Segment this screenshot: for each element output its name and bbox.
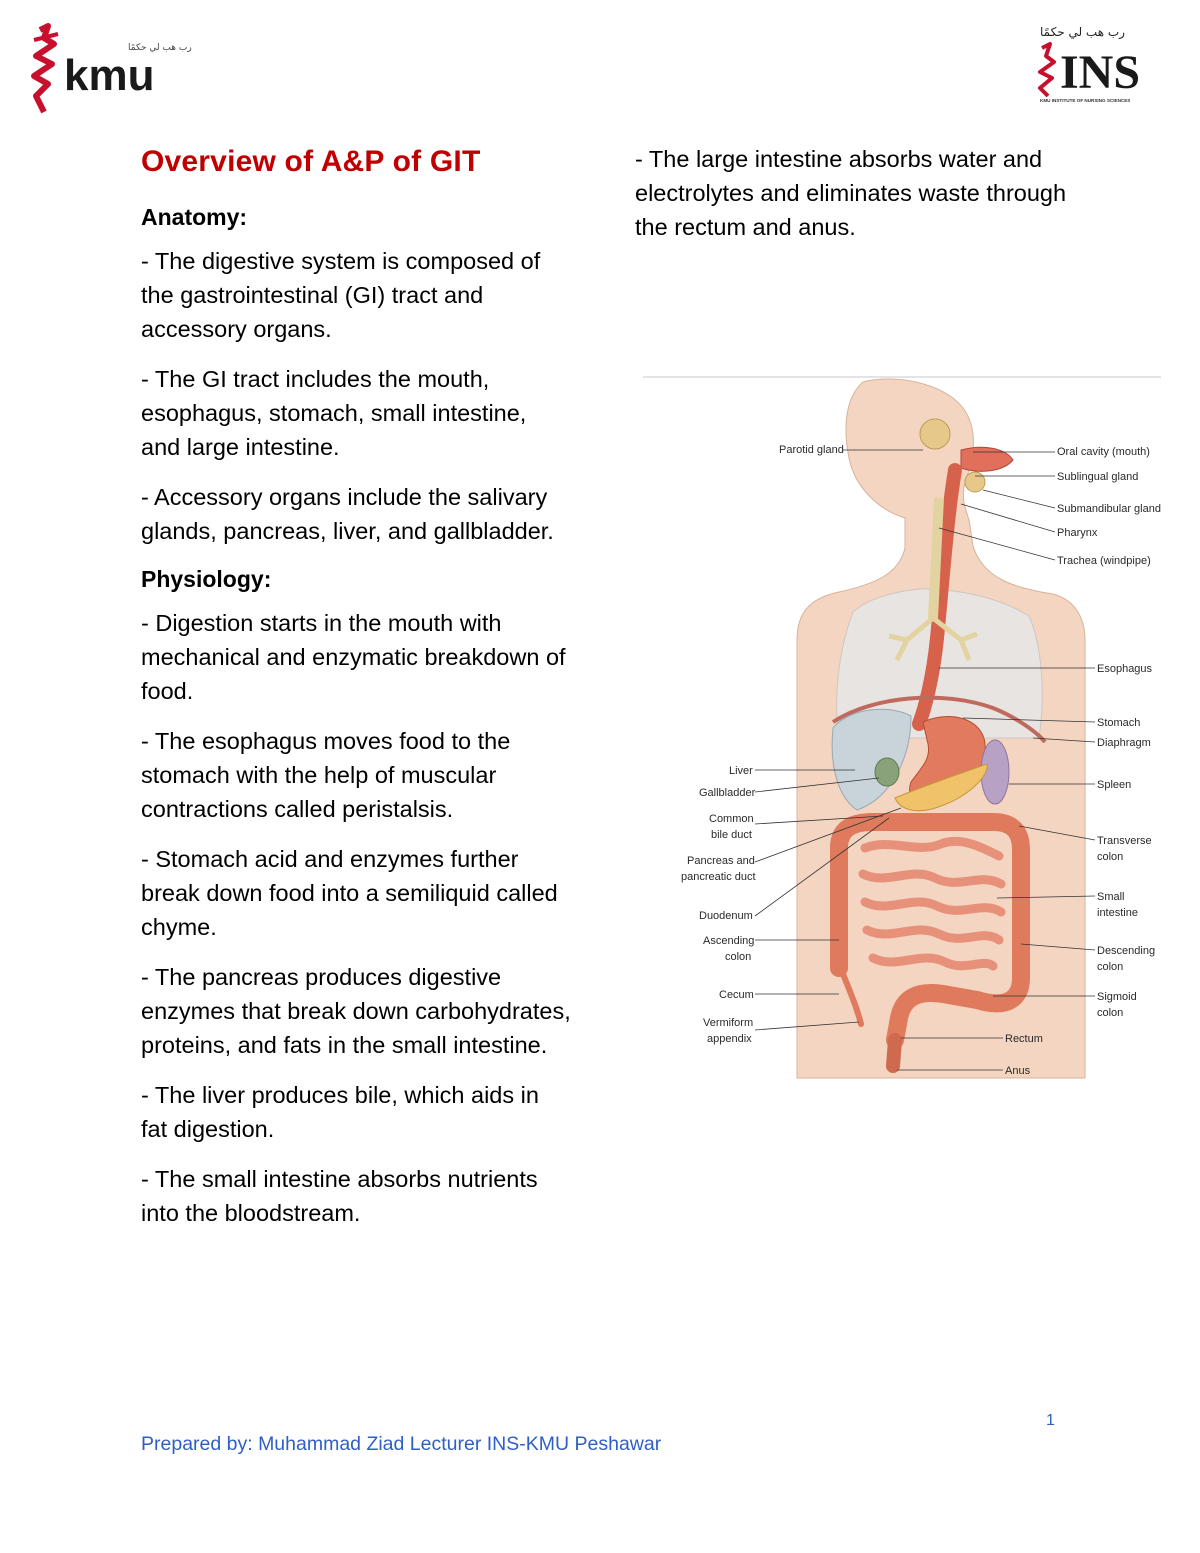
label-oral-cavity: Oral cavity (mouth) — [1057, 446, 1150, 458]
label-submandibular-gland: Submandibular gland — [1057, 503, 1161, 515]
staff-emblem-icon — [1040, 44, 1054, 96]
digestive-system-diagram — [643, 378, 1161, 1078]
label-pancreas-1: Pancreas and — [687, 855, 755, 867]
trachea — [933, 498, 939, 618]
label-descending-colon-1: Descending — [1097, 945, 1156, 957]
label-anus: Anus — [1005, 1065, 1031, 1077]
gallbladder — [875, 758, 899, 786]
label-appendix-2: appendix — [707, 1033, 752, 1045]
label-duodenum: Duodenum — [699, 910, 753, 922]
parotid-gland — [920, 419, 950, 449]
label-sublingual-gland: Sublingual gland — [1057, 471, 1139, 483]
ins-logo — [1026, 22, 1186, 110]
label-esophagus: Esophagus — [1097, 663, 1153, 675]
right-column — [635, 140, 1075, 260]
label-parotid-gland: Parotid gland — [779, 444, 844, 456]
label-pancreas-2: pancreatic duct — [681, 871, 756, 883]
kmu-logo-text: kmu — [64, 51, 155, 100]
label-sigmoid-colon-1: Sigmoid — [1097, 991, 1137, 1003]
label-transverse-colon-1: Transverse — [1097, 835, 1152, 847]
anatomy-point: - Accessory organs include the salivary glands, pancreas, liver, and gallbladder. — [141, 484, 554, 544]
label-common-bile-duct-2: bile duct — [711, 829, 752, 841]
label-descending-colon-2: colon — [1097, 961, 1124, 973]
page-number: 1 — [1046, 1412, 1055, 1429]
label-spleen: Spleen — [1097, 779, 1132, 791]
physiology-point-large-intestine: - The large intestine absorbs water and electrolytes and eliminates waste through the rectum and anus. — [635, 146, 1067, 240]
label-sigmoid-colon-2: colon — [1097, 1007, 1124, 1019]
anatomy-point: - The digestive system is composed of the gastrointestinal (GI) tract and accessory organs. — [141, 248, 541, 342]
label-ascending-colon-1: Ascending — [703, 935, 755, 947]
ins-logo-text: INS — [1060, 46, 1141, 99]
physiology-heading: Physiology: — [141, 566, 272, 592]
anatomy-point: - The GI tract includes the mouth, esophagus, stomach, small intestine, and large intestine. — [141, 366, 527, 460]
oral-cavity — [961, 447, 1013, 471]
label-diaphragm: Diaphragm — [1097, 737, 1151, 749]
submandibular-gland — [965, 472, 985, 492]
physiology-point: - The pancreas produces digestive enzymes that break down carbohydrates, proteins, and fats in the small intestine. — [141, 964, 571, 1058]
label-gallbladder: Gallbladder — [699, 787, 756, 799]
label-cecum: Cecum — [719, 989, 754, 1001]
label-transverse-colon-2: colon — [1097, 851, 1124, 863]
kmu-logo-arabic: رب هب لي حكمًا — [128, 43, 192, 53]
physiology-point: - The esophagus moves food to the stomach with the help of muscular contractions called peristalsis. — [141, 728, 511, 822]
rectum — [893, 1040, 895, 1066]
label-small-intestine-1: Small — [1097, 891, 1125, 903]
ins-logo-subtext: KMU INSTITUTE OF NURSING SCIENCES — [1040, 98, 1131, 103]
physiology-point: - Stomach acid and enzymes further break down food into a semiliquid called chyme. — [141, 846, 558, 940]
label-ascending-colon-2: colon — [725, 951, 752, 963]
physiology-point: - The liver produces bile, which aids in fat digestion. — [141, 1082, 539, 1142]
staff-emblem-icon — [34, 26, 58, 112]
label-common-bile-duct-1: Common — [709, 813, 754, 825]
physiology-point: - Digestion starts in the mouth with mechanical and enzymatic breakdown of food. — [141, 610, 566, 704]
page-title: Overview of A&P of GIT — [141, 145, 481, 178]
physiology-point: - The small intestine absorbs nutrients into the bloodstream. — [141, 1166, 538, 1226]
label-liver: Liver — [729, 765, 753, 777]
label-rectum: Rectum — [1005, 1033, 1043, 1045]
label-stomach: Stomach — [1097, 717, 1141, 729]
label-appendix-1: Vermiform — [703, 1017, 754, 1029]
label-small-intestine-2: intestine — [1097, 907, 1138, 919]
label-trachea: Trachea (windpipe) — [1057, 555, 1151, 567]
ins-logo-arabic: رب هب لي حكمًا — [1040, 25, 1125, 39]
footer-prepared-by: Prepared by: Muhammad Ziad Lecturer INS-KMU Peshawar — [141, 1433, 662, 1455]
label-pharynx: Pharynx — [1057, 527, 1098, 539]
anatomy-heading: Anatomy: — [141, 204, 248, 230]
kmu-logo — [18, 24, 192, 116]
left-column — [141, 140, 571, 1246]
